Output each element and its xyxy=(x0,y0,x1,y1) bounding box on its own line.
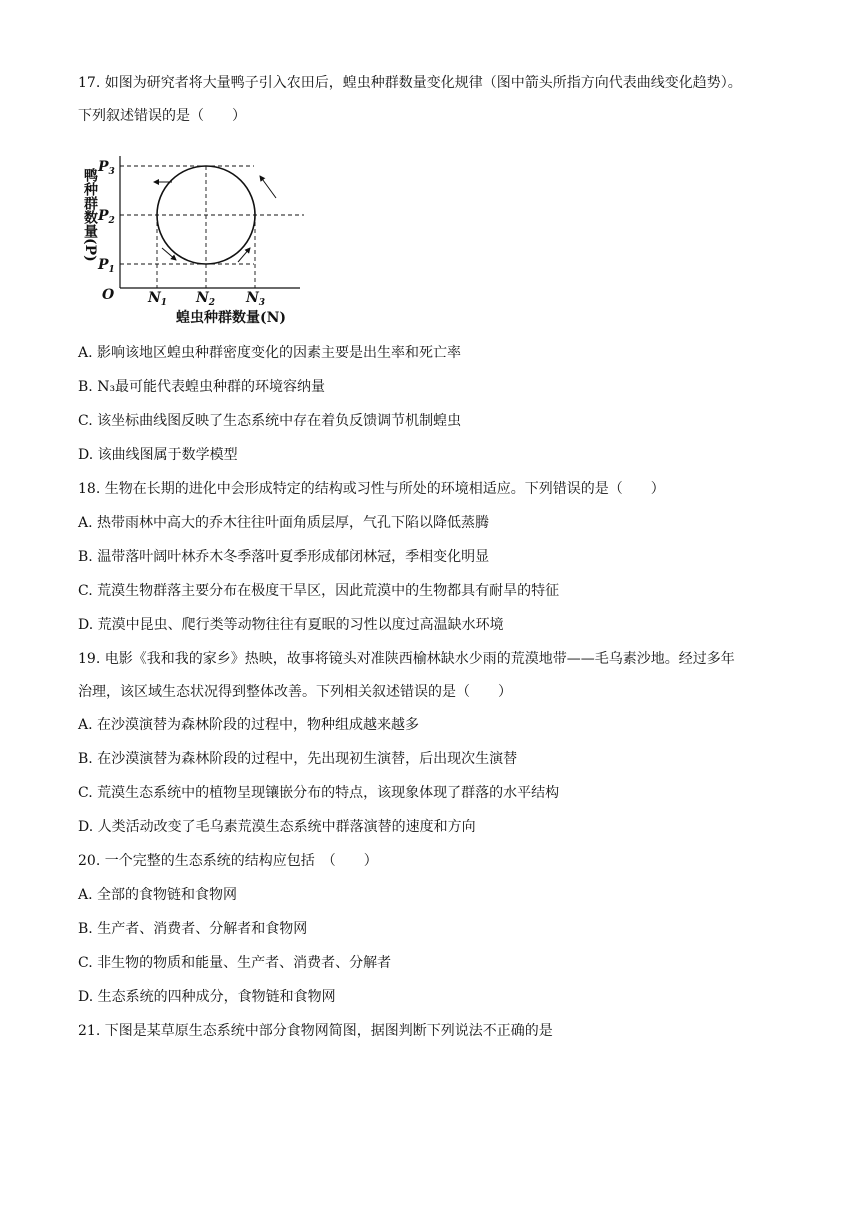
q20-option-c: C. 非生物的物质和能量、生产者、消费者、分解者 xyxy=(78,955,392,971)
y-tick-p1: $P_1$ xyxy=(98,257,115,275)
arrow-top-right xyxy=(260,176,276,198)
x-tick-n3: $N_3$ xyxy=(246,290,266,308)
arrow-bottom-left xyxy=(162,248,176,260)
q18-option-c: C. 荒漠生物群落主要分布在极度干旱区，因此荒漠中的生物都具有耐旱的特征 xyxy=(78,583,560,599)
q20-option-a: A. 全部的食物链和食物网 xyxy=(78,887,238,903)
q17-option-d: D. 该曲线图属于数学模型 xyxy=(78,447,238,463)
q20-option-d: D. 生态系统的四种成分，食物链和食物网 xyxy=(78,989,336,1005)
q17-option-c: C. 该坐标曲线图反映了生态系统中存在着负反馈调节机制蝗虫 xyxy=(78,413,462,429)
population-cycle-figure xyxy=(84,150,304,330)
q17-stem-line2: 下列叙述错误的是（ ） xyxy=(78,108,246,124)
q18-option-b: B. 温带落叶阔叶林乔木冬季落叶夏季形成郁闭林冠，季相变化明显 xyxy=(78,549,490,565)
q19-stem-line2: 治理，该区域生态状况得到整体改善。下列相关叙述错误的是（ ） xyxy=(78,684,512,700)
origin-label: O xyxy=(102,287,115,303)
q17-option-a: A. 影响该地区蝗虫种群密度变化的因素主要是出生率和死亡率 xyxy=(78,345,462,361)
x-tick-n1: $N_1$ xyxy=(148,290,168,308)
q18-stem: 18. 生物在长期的进化中会形成特定的结构或习性与所处的环境相适应。下列错误的是（ ） xyxy=(78,481,665,497)
figure-x-axis-label: 蝗虫种群数量(N) xyxy=(176,310,287,326)
q19-option-c: C. 荒漠生态系统中的植物呈现镶嵌分布的特点，该现象体现了群落的水平结构 xyxy=(78,785,560,801)
q19-option-b: B. 在沙漠演替为森林阶段的过程中，先出现初生演替，后出现次生演替 xyxy=(78,751,518,767)
q21-stem: 21. 下图是某草原生态系统中部分食物网简图，据图判断下列说法不正确的是 xyxy=(78,1023,553,1039)
q19-stem-line1: 19. 电影《我和我的家乡》热映，故事将镜头对准陕西榆林缺水少雨的荒漠地带——毛乌素沙地。经过多年 xyxy=(78,651,735,667)
x-tick-n2: $N_2$ xyxy=(196,290,216,308)
q18-option-d: D. 荒漠中昆虫、爬行类等动物往往有夏眠的习性以度过高温缺水环境 xyxy=(78,617,504,633)
q20-option-b: B. 生产者、消费者、分解者和食物网 xyxy=(78,921,308,937)
q20-stem: 20. 一个完整的生态系统的结构应包括 （ ） xyxy=(78,853,378,869)
q17-stem-line1: 17. 如图为研究者将大量鸭子引入农田后，蝗虫种群数量变化规律（图中箭头所指方向代表曲线变化趋势）。 xyxy=(78,75,742,91)
figure-y-axis-label: 鸭种群数量(P) xyxy=(82,168,98,262)
q18-option-a: A. 热带雨林中高大的乔木往往叶面角质层厚，气孔下陷以降低蒸腾 xyxy=(78,515,490,531)
q19-option-a: A. 在沙漠演替为森林阶段的过程中，物种组成越来越多 xyxy=(78,717,420,733)
y-tick-p2: $P_2$ xyxy=(98,208,115,226)
q19-option-d: D. 人类活动改变了毛乌素荒漠生态系统中群落演替的速度和方向 xyxy=(78,819,476,835)
y-tick-p3: $P_3$ xyxy=(98,159,115,177)
q17-option-b: B. N₃最可能代表蝗虫种群的环境容纳量 xyxy=(78,379,326,395)
